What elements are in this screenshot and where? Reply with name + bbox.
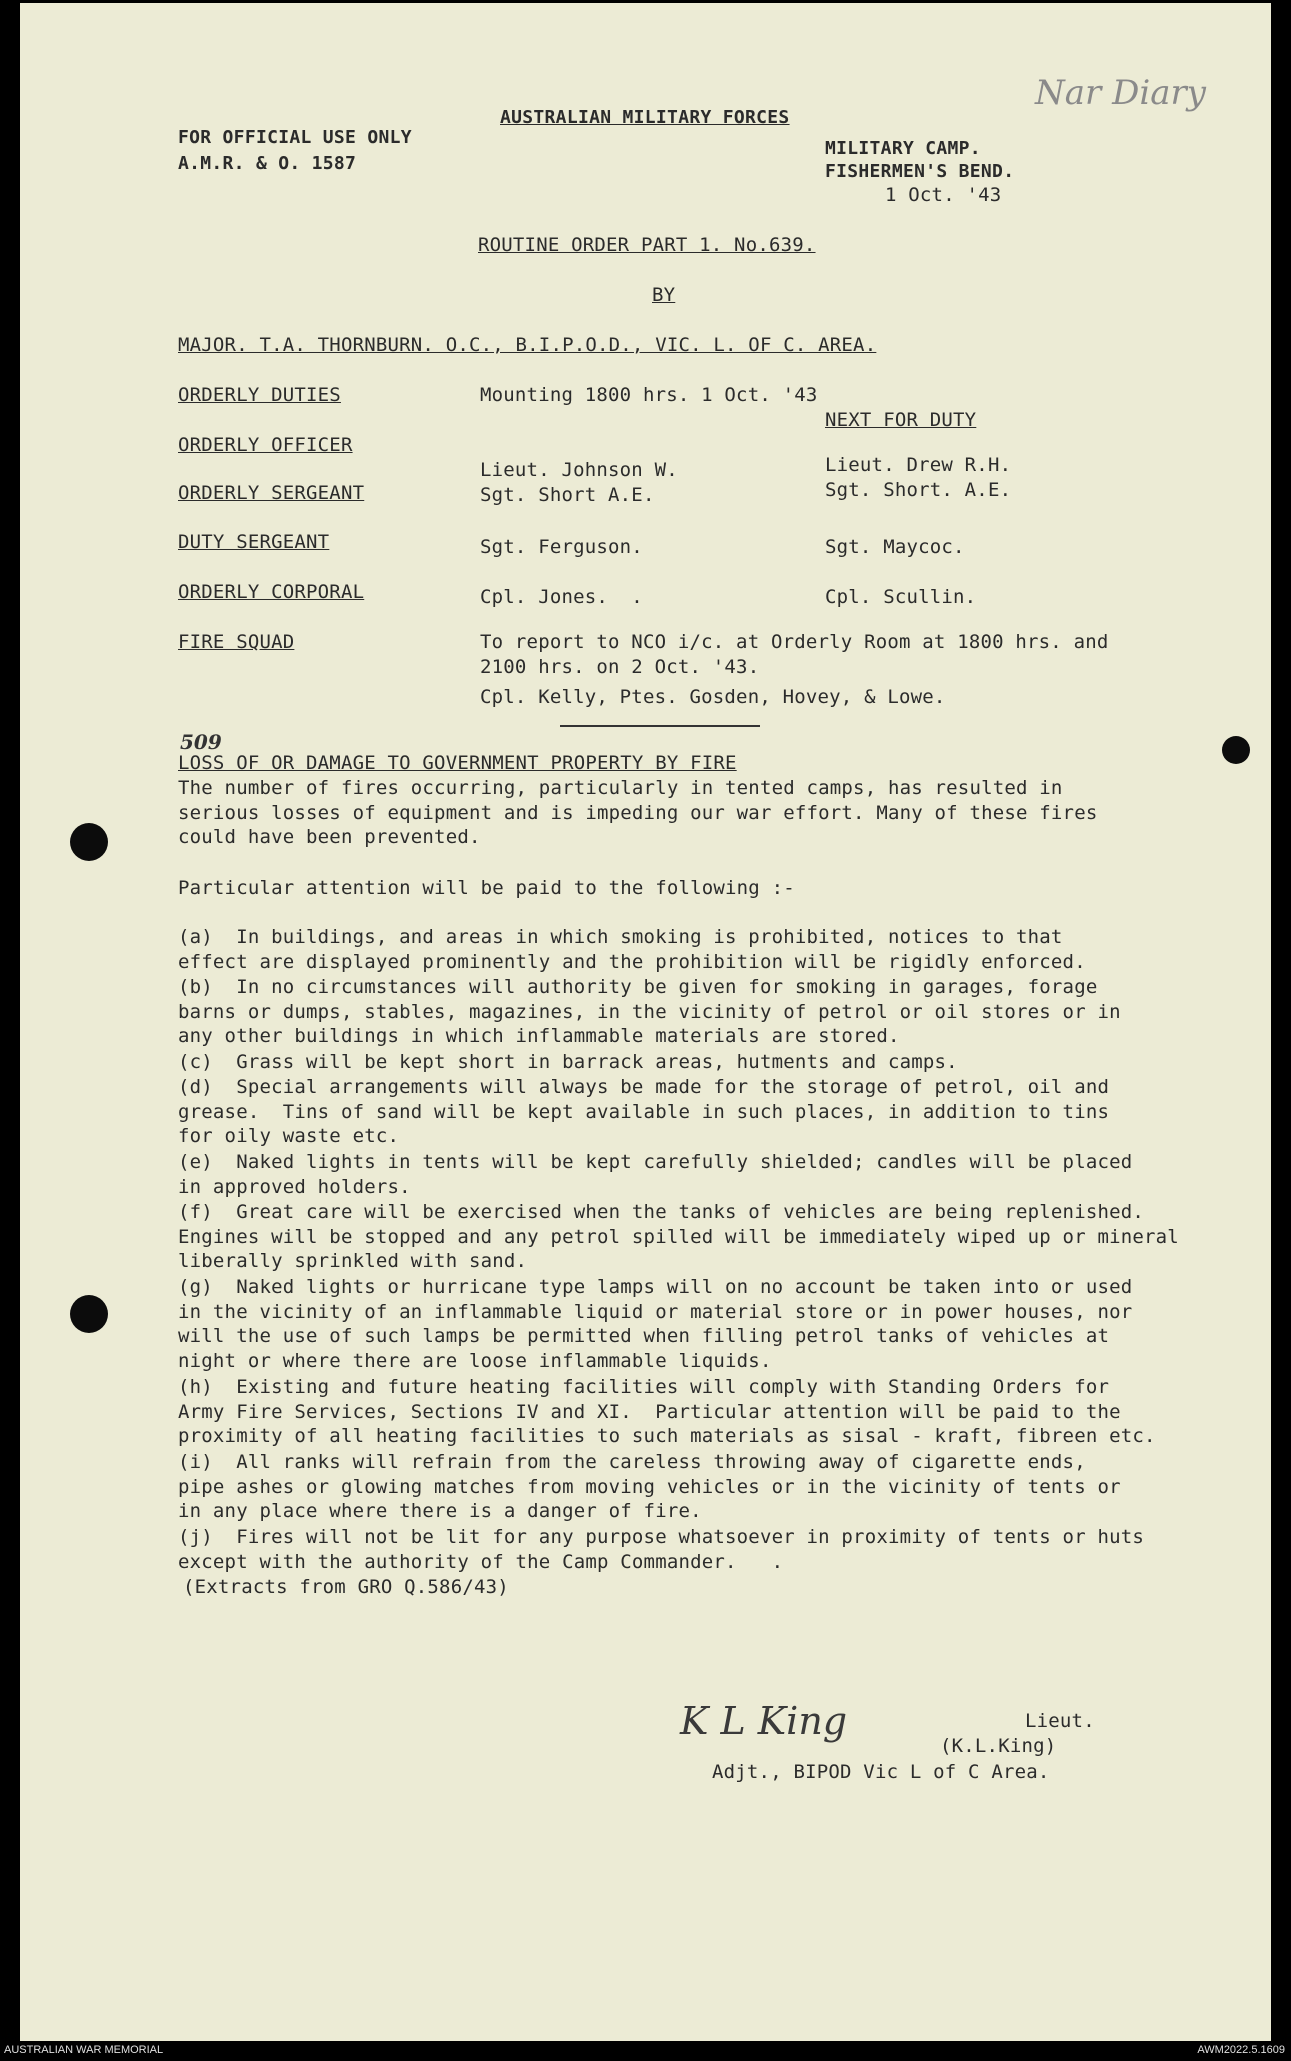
handwritten-annotation: Nar Diary (1035, 73, 1206, 113)
order-item-g: (g) Naked lights or hurricane type lamps will on no account be taken into or used in the vicinity of an inflammable liquid or material store or in power houses, nor will the use of such lamps be permitted when filling petrol tanks of vehicles at night or where there are loose inflammable liquids. (178, 1276, 1133, 1372)
fire-squad-members: Cpl. Kelly, Ptes. Gosden, Hovey, & Lowe. (480, 686, 946, 708)
section-divider (560, 725, 760, 727)
forces-heading: AUSTRALIAN MILITARY FORCES (500, 107, 790, 128)
classification-line2: A.M.R. & O. 1587 (178, 153, 357, 174)
duty-next-sergeant: Sgt. Maycoc. (825, 536, 965, 558)
punch-hole-right (1222, 736, 1250, 764)
footer-credit: AUSTRALIAN WAR MEMORIAL (4, 2044, 164, 2056)
duty-next-corporal: Cpl. Scullin. (825, 586, 977, 608)
orderly-duties-label: ORDERLY DUTIES (178, 384, 341, 406)
fire-squad-instructions: To report to NCO i/c. at Orderly Room at 1800 hrs. and 2100 hrs. on 2 Oct. '43. (480, 631, 1109, 678)
duty-label-fire-squad: FIRE SQUAD (178, 631, 295, 653)
duty-next-officers: Lieut. Drew R.H. Sgt. Short. A.E. (825, 454, 1012, 501)
punch-hole-lower (70, 1295, 108, 1333)
order-item-j: (j) Fires will not be lit for any purpose whatsoever in proximity of tents or huts except with the authority of the Camp Commander. . (178, 1526, 1145, 1573)
location-line2: FISHERMEN'S BEND. (825, 161, 1015, 182)
issuing-officer: MAJOR. T.A. THORNBURN. O.C., B.I.P.O.D., VIC. L. OF C. AREA. (178, 334, 877, 356)
document-page (20, 3, 1271, 2041)
order-item-d: (d) Special arrangements will always be made for the storage of petrol, oil and grease. Tins of sand will be kept available in such places, in addition to tins for oily waste etc. (178, 1076, 1110, 1148)
order-item-c: (c) Grass will be kept short in barrack areas, hutments and camps. (178, 1051, 958, 1073)
order-intro: The number of fires occurring, particularly in tented camps, has resulted in serious losses of equipment and is impeding our war effort. Many of these fires could have been prevented. (178, 777, 1098, 849)
order-lead: Particular attention will be paid to the following :- (178, 877, 795, 899)
signatory-role: Adjt., BIPOD Vic L of C Area. (712, 1761, 1050, 1783)
mounting-time: Mounting 1800 hrs. 1 Oct. '43 (480, 384, 818, 406)
next-for-duty-heading: NEXT FOR DUTY (825, 409, 977, 431)
location-line1: MILITARY CAMP. (825, 138, 981, 159)
signatory-rank: Lieut. (1025, 1710, 1095, 1732)
order-date: 1 Oct. '43 (885, 184, 1002, 206)
punch-hole-upper (70, 823, 108, 861)
order-extract-reference: (Extracts from GRO Q.586/43) (183, 1576, 509, 1598)
order-heading: LOSS OF OR DAMAGE TO GOVERNMENT PROPERTY BY FIRE (178, 752, 737, 774)
by-line: BY (652, 284, 676, 306)
classification-line1: FOR OFFICIAL USE ONLY (178, 127, 412, 148)
duty-current-sergeant: Sgt. Ferguson. (480, 536, 643, 558)
order-item-i: (i) All ranks will refrain from the careless throwing away of cigarette ends, pipe ashes or glowing matches from moving vehicles or in the vicinity of tents or in any place where there is a danger of fire. (178, 1451, 1121, 1523)
order-item-a: (a) In buildings, and areas in which smoking is prohibited, notices to that effect are displayed prominently and the prohibition will be rigidly enforced. (178, 926, 1086, 973)
duty-current-officers: Lieut. Johnson W. Sgt. Short A.E. (480, 459, 678, 506)
duty-label-orderly-officer: ORDERLY OFFICER (178, 434, 353, 456)
order-title: ROUTINE ORDER PART 1. No.639. (478, 234, 816, 256)
signature-scrawl: K L King (680, 1699, 848, 1743)
order-item-b: (b) In no circumstances will authority be given for smoking in garages, forage barns or dumps, stables, magazines, in the vicinity of petrol or oil stores or in any other buildings in which inflammable materials are stored. (178, 976, 1121, 1048)
order-number: 509 (180, 730, 222, 754)
order-item-h: (h) Existing and future heating facilities will comply with Standing Orders for Army Fire Services, Sections IV and XI. Particular attention will be paid to the proximity of all heating facilities to such materials as sisal - kraft, fibreen etc. (178, 1376, 1156, 1448)
duty-current-corporal: Cpl. Jones. . (480, 586, 643, 608)
footer-accession-number: AWM2022.5.1609 (1197, 2044, 1285, 2056)
duty-label-orderly-corporal: ORDERLY CORPORAL (178, 581, 365, 603)
signatory-name: (K.L.King) (940, 1735, 1057, 1757)
order-item-e: (e) Naked lights in tents will be kept carefully shielded; candles will be placed in approved holders. (178, 1151, 1133, 1198)
duty-label-orderly-sergeant: ORDERLY SERGEANT (178, 482, 365, 504)
duty-label-duty-sergeant: DUTY SERGEANT (178, 531, 330, 553)
order-item-f: (f) Great care will be exercised when the tanks of vehicles are being replenished. Engines will be stopped and any petrol spilled will be immediately wiped up or mineral liberally sprinkled with sand. (178, 1201, 1179, 1273)
